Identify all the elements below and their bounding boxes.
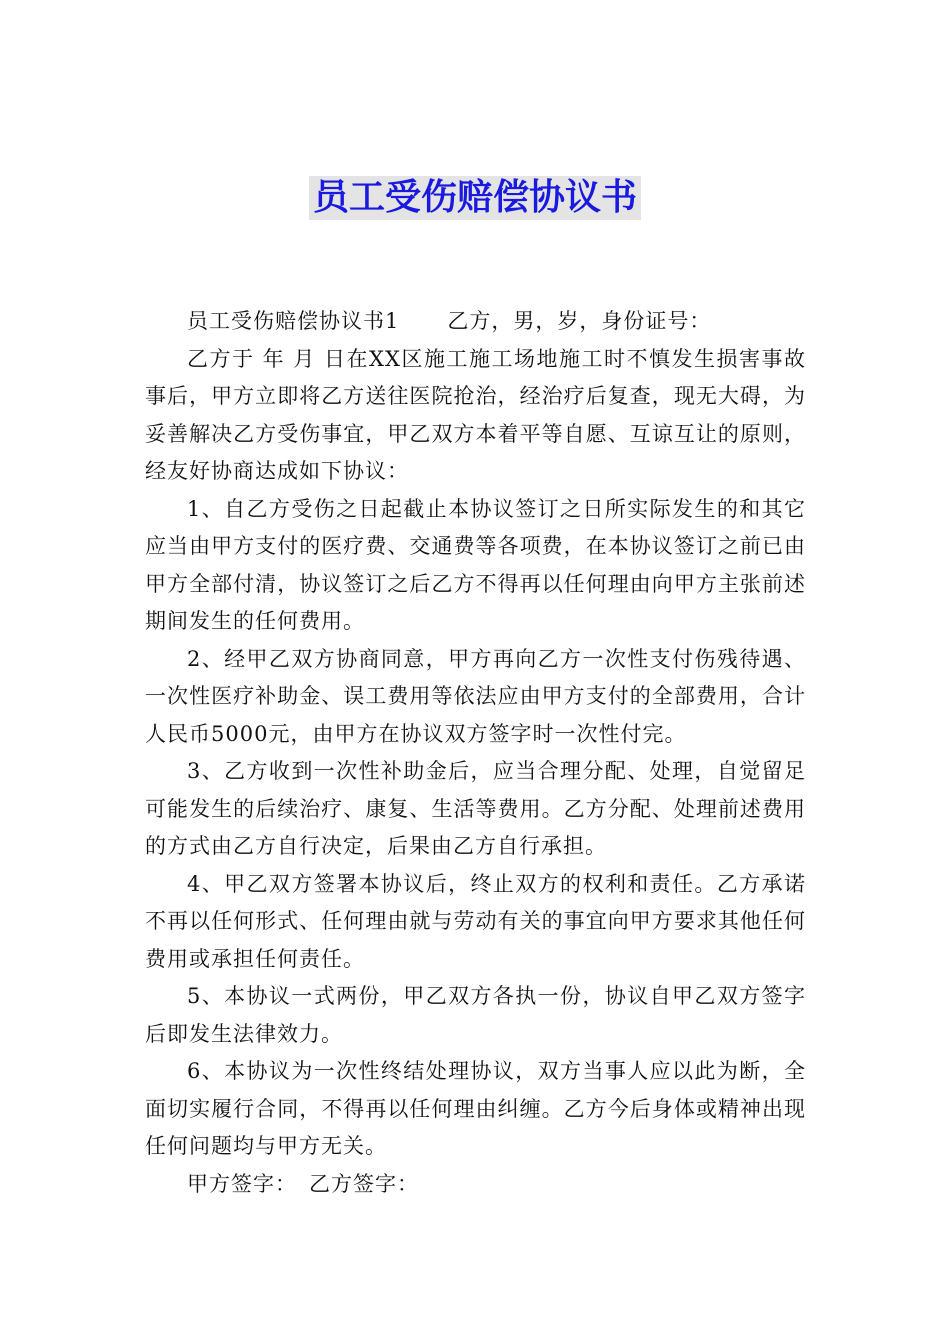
signature-line [145,1166,806,1204]
document-body [145,303,806,1203]
title-container [0,176,950,220]
intro-right: 乙方，男，岁，身份证号： [447,309,712,333]
document-title: 员工受伤赔偿协议书 [309,176,641,220]
clause-4: 4、甲乙双方签署本协议后，终止双方的权利和责任。乙方承诺不再以任何形式、任何理由就与劳动有关的事宜向甲方要求其他任何费用或承担任何责任。 [145,871,806,971]
party-b-signature-label: 乙方签字： [309,1171,419,1196]
clause-5: 5、本协议一式两份，甲乙双方各执一份，协议自甲乙双方签字后即发生法律效力。 [145,984,806,1046]
intro-left: 员工受伤赔偿协议书1 [187,309,400,333]
clause-3: 3、乙方收到一次性补助金后，应当合理分配、处理，自觉留足可能发生的后续治疗、康复、生活等费用。乙方分配、处理前述费用的方式由乙方自行决定，后果由乙方自行承担。 [145,759,806,858]
clause-1: 1、自乙方受伤之日起截止本协议签订之日所实际发生的和其它应当由甲方支付的医疗费、交通费等各项费，在本协议签订之前已由甲方全部付清，协议签订之后乙方不得再以任何理由向甲方主张前述期间发生的任何费用。 [145,496,806,633]
intro-line [145,303,806,341]
party-a-signature-label: 甲方签字： [187,1171,297,1196]
clause-6: 6、本协议为一次性终结处理协议，双方当事人应以此为断，全面切实履行合同，不得再以任何理由纠缠。乙方今后身体或精神出现任何问题均与甲方无关。 [145,1059,806,1158]
clause-2: 2、经甲乙双方协商同意，甲方再向乙方一次性支付伤残待遇、一次性医疗补助金、误工费用等依法应由甲方支付的全部费用，合计人民币5000元，由甲方在协议双方签字时一次性付完。 [145,646,806,746]
paragraph-intro: 乙方于 年 月 日在XX区施工施工场地施工时不慎发生损害事故事后，甲方立即将乙方送往医院抢治，经治疗后复查，现无大碍，为妥善解决乙方受伤事宜，甲乙双方本着平等自愿、互谅互让的原则，经友好协商达成如下协议： [145,346,806,483]
